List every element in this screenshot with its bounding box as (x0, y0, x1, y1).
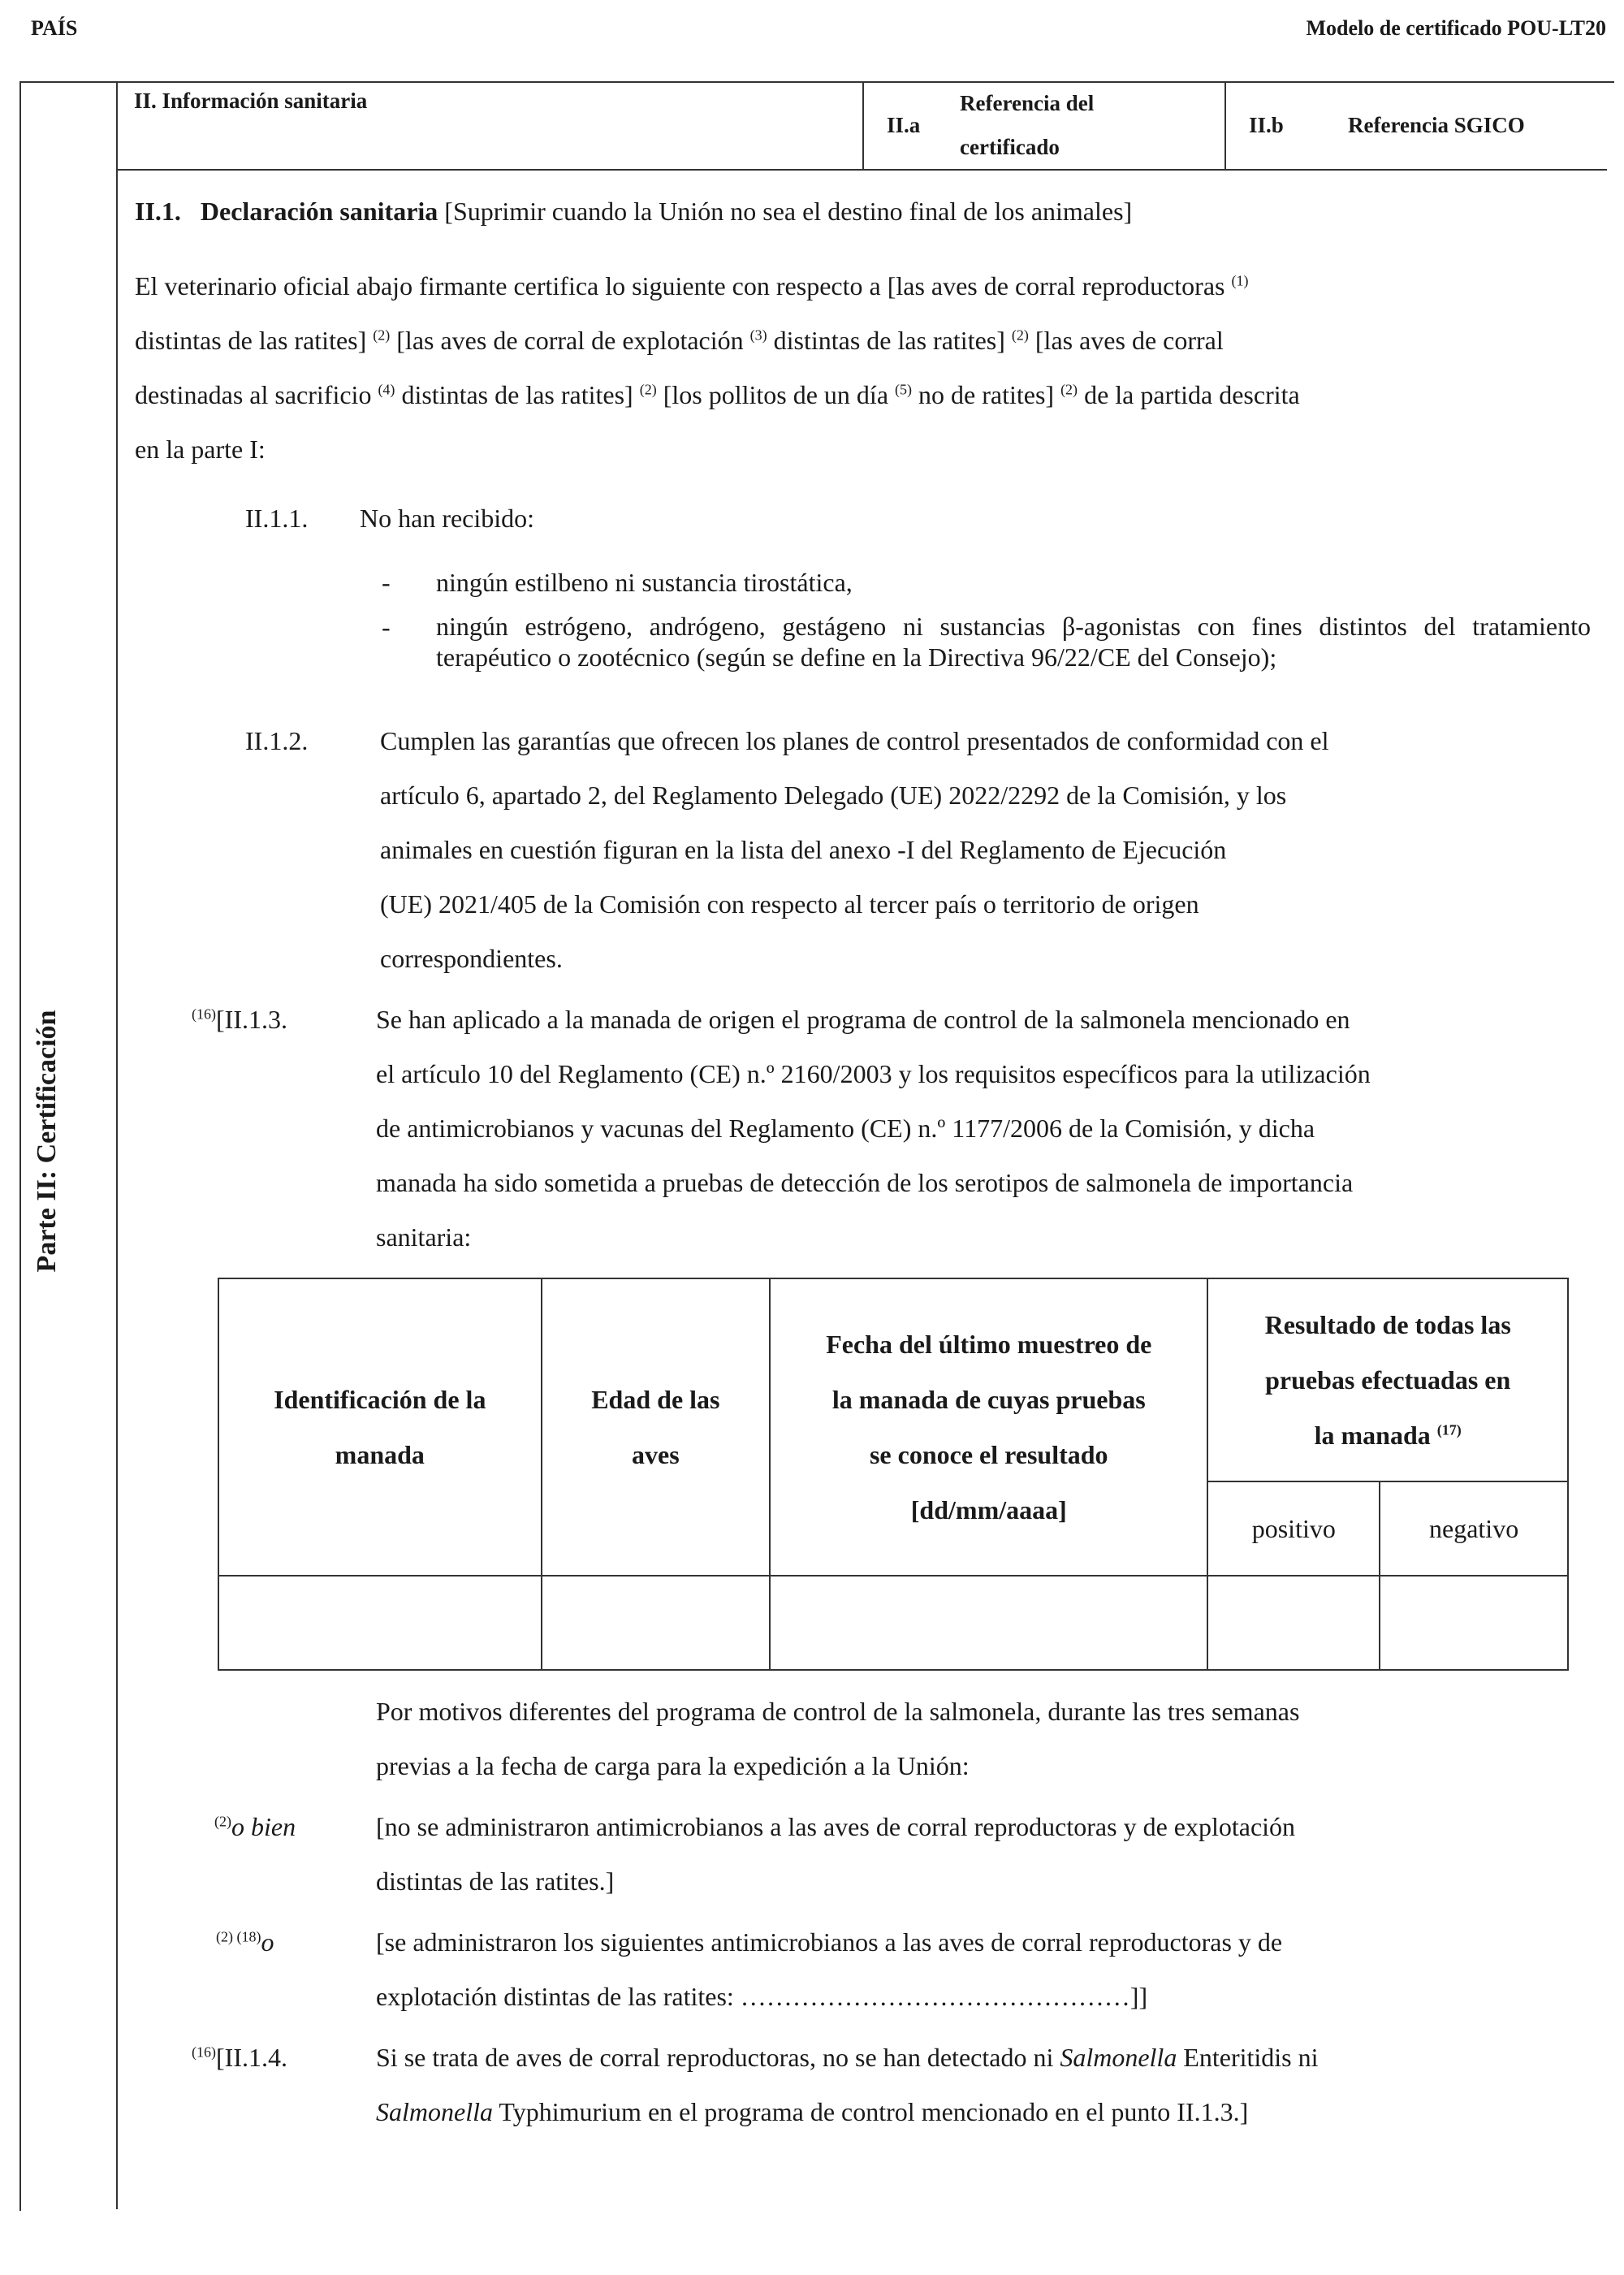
item-number-text: [II.1.3. (216, 1005, 287, 1034)
section-heading-title: Declaración sanitaria (200, 197, 438, 226)
intro-line-4: en la parte I: (135, 435, 266, 464)
species-name: Salmonella (1060, 2043, 1177, 2072)
item-number-text: [II.1.4. (216, 2043, 287, 2072)
item-line: de antimicrobianos y vacunas del Reglamento (CE) n.º 1177/2006 de la Comisión, y dicha (376, 1114, 1315, 1143)
intro-text: de la partida descrita (1084, 380, 1300, 409)
side-divider (116, 81, 118, 2209)
ref-divider-1 (862, 81, 864, 169)
footnote-ref: (3) (749, 327, 767, 344)
footnote-ref: (2) (214, 1813, 231, 1830)
header-text: la manada (1314, 1421, 1431, 1450)
col-header-flock-id (218, 1278, 542, 1576)
footnote-ref: (17) (1436, 1421, 1462, 1438)
cell-positive[interactable] (1207, 1576, 1380, 1670)
item-text: No han recibido: (360, 504, 535, 533)
header-line: [dd/mm/aaaa] (910, 1495, 1067, 1525)
bullet-item: ningún estrógeno, andrógeno, gestágeno ni sustancias β-agonistas con fines distintos del tratamiento terapéutico o zootécnico (según se define en la Directiva 96/22/CE del Consejo); (436, 612, 1591, 672)
bullet-dash: - (382, 568, 391, 597)
option-line: distintas de las ratites.] (376, 1866, 615, 1896)
item-number: II.1.2. (245, 726, 309, 755)
side-part-label: Parte II: Certificación (32, 1010, 62, 1273)
section-title: II. Información sanitaria (134, 89, 368, 113)
header-line: aves (632, 1440, 680, 1469)
subheader-positive: positivo (1207, 1481, 1380, 1576)
intro-text: distintas de las ratites] (401, 380, 633, 409)
item-text: Si se trata de aves de corral reproductoras, no se han detectado ni (376, 2043, 1054, 2072)
item-line: sanitaria: (376, 1222, 472, 1252)
header-line: manada (335, 1440, 425, 1469)
option-line: explotación distintas de las ratites: ………………………………………]] (376, 1982, 1148, 2011)
option-line: [no se administraron antimicrobianos a las aves de corral reproductoras y de explotación (376, 1812, 1296, 1841)
item-line: Se han aplicado a la manada de origen el programa de control de la salmonela mencionado en (376, 1005, 1350, 1034)
item-line: Por motivos diferentes del programa de control de la salmonela, durante las tres semanas (376, 1697, 1300, 1726)
section-heading (135, 184, 1132, 239)
ref-a-code: II.a (887, 113, 921, 137)
header-line: se conoce el resultado (869, 1440, 1108, 1469)
bullet-item: ningún estilbeno ni sustancia tirostática, (436, 568, 853, 597)
ref-b-code: II.b (1249, 113, 1284, 137)
header-line: pruebas efectuadas en (1265, 1365, 1511, 1395)
intro-text: [los pollitos de un día (663, 380, 889, 409)
item-line: (UE) 2021/405 de la Comisión con respecto al tercer país o territorio de origen (380, 889, 1199, 919)
header-line: Resultado de todas las (1264, 1310, 1511, 1339)
item-text: Typhimurium en el programa de control mencionado en el punto II.1.3.] (499, 2097, 1249, 2126)
header-line: la manada de cuyas pruebas (831, 1385, 1146, 1414)
header-line (1216, 1408, 1559, 1463)
intro-text: no de ratites] (918, 380, 1055, 409)
footnote-ref: (1) (1231, 272, 1249, 289)
item-line (376, 2030, 1319, 2085)
footnote-ref: (16) (192, 2044, 216, 2061)
ref-a-label-line1: Referencia del (960, 91, 1095, 115)
intro-line-3 (135, 367, 1300, 422)
item-number: II.1.1. (245, 504, 309, 533)
item-line: animales en cuestión figuran en la lista del anexo -I del Reglamento de Ejecución (380, 835, 1227, 864)
intro-text: [las aves de corral de explotación (396, 326, 744, 355)
footnote-ref: (4) (378, 381, 395, 398)
intro-text: [las aves de corral (1034, 326, 1224, 355)
footnote-ref: (2) (639, 381, 657, 398)
col-header-sampling-date (770, 1278, 1207, 1576)
item-line: manada ha sido sometida a pruebas de detección de los serotipos de salmonela de importancia (376, 1168, 1354, 1197)
header-line: Fecha del último muestreo de (826, 1330, 1152, 1359)
footnote-ref: (16) (192, 1006, 216, 1023)
reference-bar (118, 81, 1607, 171)
subheader-negative: negativo (1380, 1481, 1568, 1576)
cell-bird-age[interactable] (542, 1576, 771, 1670)
col-header-test-results (1207, 1278, 1568, 1481)
option-label-text: o (261, 1927, 274, 1957)
salmonella-test-table (218, 1278, 1569, 1671)
col-header-bird-age (542, 1278, 771, 1576)
item-number (192, 992, 287, 1047)
option-label (214, 1799, 296, 1854)
item-line: artículo 6, apartado 2, del Reglamento Delegado (UE) 2022/2292 de la Comisión, y los (380, 781, 1287, 810)
footnote-ref: (2) (1060, 381, 1078, 398)
item-line: Cumplen las garantías que ofrecen los planes de control presentados de conformidad con el (380, 726, 1329, 755)
ref-a-label (960, 81, 1094, 169)
species-name: Salmonella (376, 2097, 493, 2126)
header-line: Edad de las (591, 1385, 720, 1414)
footnote-ref: (2) (1011, 327, 1029, 344)
option-label-text: o bien (231, 1812, 296, 1841)
item-number (192, 2030, 287, 2085)
section-heading-note: [Suprimir cuando la Unión no sea el destino final de los animales] (444, 197, 1133, 226)
item-line: el artículo 10 del Reglamento (CE) n.º 2160/2003 y los requisitos específicos para la utilización (376, 1059, 1371, 1088)
intro-line-1 (135, 258, 1248, 314)
intro-line-2 (135, 313, 1224, 368)
intro-text: destinadas al sacrificio (135, 380, 372, 409)
ref-b-label: Referencia SGICO (1348, 113, 1525, 137)
intro-text: distintas de las ratites] (135, 326, 367, 355)
bullet-dash: - (382, 612, 391, 642)
item-line: previas a la fecha de carga para la expedición a la Unión: (376, 1751, 970, 1780)
footnote-ref: (5) (895, 381, 913, 398)
cell-flock-id[interactable] (218, 1576, 542, 1670)
header-line: Identificación de la (274, 1385, 486, 1414)
ref-divider-2 (1224, 81, 1226, 169)
option-label (216, 1914, 274, 1970)
footnote-ref: (2) (373, 327, 391, 344)
cell-sampling-date[interactable] (770, 1576, 1207, 1670)
cell-negative[interactable] (1380, 1576, 1568, 1670)
country-label: PAÍS (31, 16, 78, 40)
option-line: [se administraron los siguientes antimicrobianos a las aves de corral reproductoras y de (376, 1927, 1283, 1957)
item-line: correspondientes. (380, 944, 563, 973)
certificate-model-label: Modelo de certificado POU-LT20 (1306, 16, 1606, 40)
footnote-ref: (2) (18) (216, 1928, 261, 1945)
item-text: Enteritidis ni (1183, 2043, 1319, 2072)
ref-a-label-line2: certificado (960, 135, 1060, 159)
intro-text: El veterinario oficial abajo firmante certifica lo siguiente con respecto a [las aves de corral reproductoras (135, 271, 1225, 301)
item-line (376, 2084, 1248, 2139)
section-number: II.1. (135, 197, 181, 226)
intro-text: distintas de las ratites] (773, 326, 1005, 355)
